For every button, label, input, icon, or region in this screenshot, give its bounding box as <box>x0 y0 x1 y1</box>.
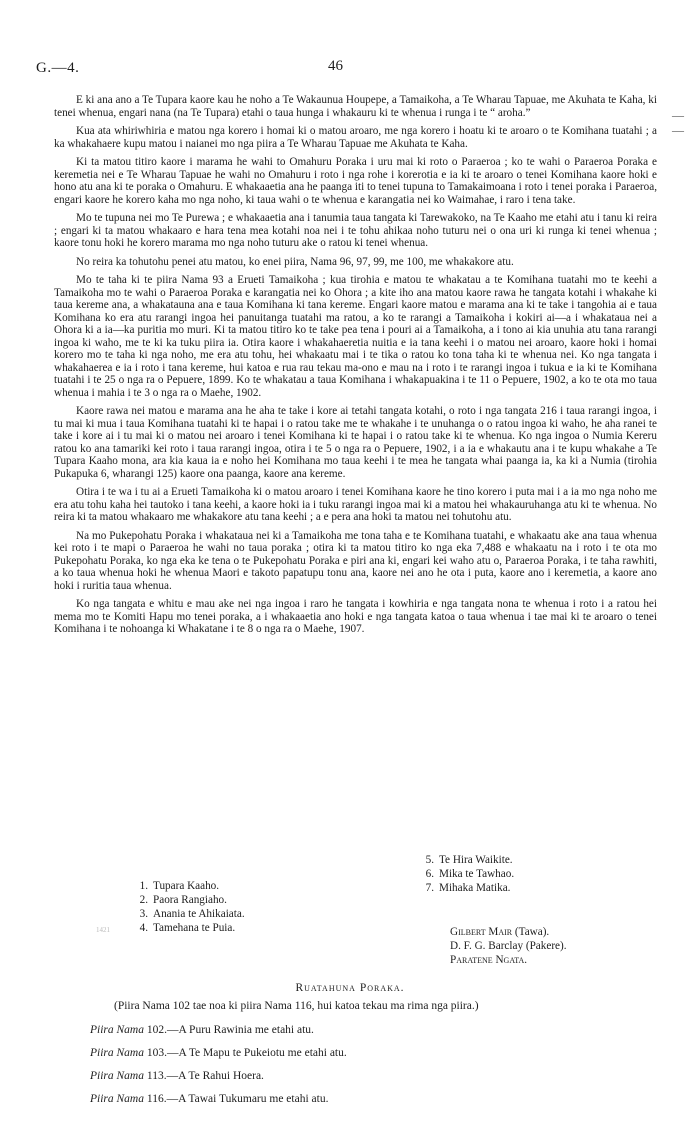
signatory-suffix: . <box>524 954 528 966</box>
signature-block <box>450 925 567 967</box>
paragraph: Mo te tupuna nei mo Te Purewa ; e whakaaetia ana i tanumia taua tangata ki Tarewakoko, na Te Kaaho me etahi atu i tanu ki reira ; engari ki ta matou whakaaro e hara tena mea kotahi noa nei i te tohu ahikaa noho tuturu nei o ona uri ki runga ki tenei whenua ; kaore tonu hoki he korero marama mo nga noho tuturu ake o ratou ki tenei whenua. <box>54 212 657 249</box>
committee-column-2 <box>420 853 514 895</box>
list-item <box>134 893 245 907</box>
section-subtitle: (Piira Nama 102 tae noa ki piira Nama 116, hui katoa tekau ma rima nga piira.) <box>114 1000 479 1012</box>
item-number: 1. <box>139 880 148 892</box>
list-item <box>420 853 514 867</box>
paragraph: No reira ka tohutohu penei atu matou, ko enei piira, Nama 96, 97, 99, me 100, me whakakore atu. <box>76 255 514 268</box>
appeal-text: 103.—A Te Mapu te Pukeiotu me etahi atu. <box>144 1047 347 1059</box>
appeal-text: 113.—A Te Rahui Hoera. <box>144 1070 264 1082</box>
signatory-name: Gilbert Mair <box>450 926 513 938</box>
signature-line <box>450 925 567 939</box>
appeal-label: Piira Nama <box>90 1070 144 1082</box>
paragraph: Na mo Pukepohatu Poraka i whakataua nei ki a Tamaikoha me tona taha e te Komihana tuatahi, e whakaatu ake ana taua whenua kei roto i te mapi o Paraeroa he wahi no taua poraka ; otira ki ta matou titiro ko nga eka 7,488 e whakaatu na i roto i te ota mo Pukepohatu Poraka, ko nga eka ke tena o te Pukepohatu Poraka e piri ana ki, engari kei waho atu o, Paraeroa Poraka, i te taha rawhiti, a ko taua whenua hoki he whenua Maori e takoto papatupu tonu ana, kaore nei ano he ota i puta, kaore ano i keremetia, a kaore ano hoki i ruritia taua whenua. <box>54 529 657 592</box>
member-name: Mihaka Matika. <box>439 882 511 894</box>
list-item <box>134 921 245 935</box>
list-item <box>420 881 514 895</box>
item-number: 5. <box>425 854 434 866</box>
section-title: Ruatahuna Poraka. <box>295 982 405 994</box>
appeal-label: Piira Nama <box>90 1024 144 1036</box>
appeal-label: Piira Nama <box>90 1093 144 1105</box>
paragraph: Ki ta matou titiro kaore i marama he wahi to Omahuru Poraka i uru mai ki roto o Paraeroa ; ko te wahi o Paraeroa Poraka e keremetia nei e Te Wharau Tapuae he wahi no Omahuru i roto i nga rohe i korerotia e ia ki te aroaro o tenei Komihana kaore hoki e hono atu ana ki te poraka o Omahuru. E whakaaetia ana he paanga iti to tenei tupuna to Tamakaimoana i roto i tenei poraka i Paraeroa, engari kaore he korero kaha mo nga noho, ki taua wahi o te whenua e karangatia nei ko Waimahae, i raro i tena take. <box>54 156 657 206</box>
item-number: 6. <box>425 868 434 880</box>
member-name: Mika te Tawhao. <box>439 868 515 880</box>
signatory-name: D. F. G. Barclay <box>450 940 524 952</box>
paragraph: Otira i te wa i tu ai a Erueti Tamaikoha ki o matou aroaro i tenei Komihana kaore he tino korero i puta mai i a ia mo nga noho me era atu tohu kaha hei tautoko i tana keehi, a kaore hoki ia i tuku rarangi ingoa mai ki a matou hei whakauruhanga atu ki te whenua. No reira ki ta matou whakaaro me whakakore atu tana keehi ; a e pera ana hoki ta matou nei tohutohu atu. <box>54 486 657 523</box>
committee-column-1 <box>134 879 245 935</box>
paragraph: Kua ata whiriwhiria e matou nga korero i homai ki o matou aroaro, me nga korero i hoatu ki te aroaro o te Komihana tuatahi ; a ka whakahaere kupu matou i naianei mo nga piira a Te Wharau Tapuae me Akuhata te Kaha. <box>54 125 657 150</box>
member-name: Paora Rangiaho. <box>153 894 227 906</box>
margin-mark: — — <box>672 108 690 137</box>
paragraph: Mo te taha ki te piira Nama 93 a Erueti Tamaikoha ; kua tirohia e matou te whakatau a te Komihana tuatahi mo te keehi a Tamaikoha mo te wahi o Paraeroa Poraka e karangatia nei ko Ohora ; a kite iho ana matou kaore rawa he tangata kotahi i whakahe ki taua kereme ana, a whakatauna ana e taua Komihana ki tana kereme. Engari kaore matou e marama ana ki te take i tangohia ai e taua Komihana ko era atu rarangi ingoa hei panuitanga tuatahi ma ratou, a ko te rarangi a Tamaikoha i kokiri ai—a i whakataua nei a Ohora ki a ia—ka puritia mo muri. Ki ta matou titiro ko te take pea tena i pouri ai a Tamaikoha, a i tono ai kia unuhia atu tana rarangi ingoa ki waho, me te ki ka tuku piira ia. Otira kaore i whakahaeretia nuitia e ia tana keehi i o matou nei aroaro, kaore hoki i homai korero mo te taha ki nga noho, me era atu tohu, hei whakaatu mai i te tika o ratou ko tona taha ki te whenua nei. Ko nga tangata i whakahaerea e ia i roto i tana kereme, hui katoa e rua rau tekau ma-ono e mau na i roto i te rarangi ingoa i tukua e ia ki te Komihana tuatahi i te 25 o nga ra o Pepuere, 1899. Ko te whakatau a taua Komihana i whakapuakina i te 11 o Pepuere, 1902, a ko te ota mo taua whenua i mahia i te 3 o nga ra o Maehe, 1902. <box>54 274 657 399</box>
appeal-text: 102.—A Puru Rawinia me etahi atu. <box>144 1024 314 1036</box>
list-item <box>134 907 245 921</box>
member-name: Tamehana te Puia. <box>153 922 236 934</box>
signature-line <box>450 953 567 967</box>
appeal-line <box>90 1024 314 1036</box>
item-number: 7. <box>425 882 434 894</box>
signatory-suffix: (Pakere). <box>523 940 567 952</box>
document-reference: G.—4. <box>36 60 80 76</box>
page-number: 46 <box>328 58 343 74</box>
member-name: Tupara Kaaho. <box>153 880 220 892</box>
appeal-label: Piira Nama <box>90 1047 144 1059</box>
appeal-line <box>90 1047 347 1059</box>
item-number: 3. <box>139 908 148 920</box>
item-number: 4. <box>139 922 148 934</box>
appeal-line <box>90 1070 264 1082</box>
paragraph: Kaore rawa nei matou e marama ana he aha te take i kore ai tetahi tangata kotahi, o roto i nga tangata 216 i taua rarangi ingoa, i tu mai ki mua i taua Komihana tuatahi ki te hapai i o ratou take me te whakahe i te unuhanga o o ratou ingoa ki waho, he aha ranei te take i kore ai i tu mai ki o matou nei aroaro i tenei Komihana ki te hapai i o ratou take ki te whenua. Ko nga ingoa o Numia Kereru ratou ko ana tamariki kei roto i taua rarangi ingoa, otira i te 5 o nga ra o Pepuere, 1902, i a ia e whakautu ana i te kupu whakahe a Te Tupara Kaaho mona, ara kia kaua ia e noho hei Komihana mo taua keehi i te mea he tangata whai paanga ia, ka ki a Numia (tirohia Pukapuka 6, wharangi 125) kaore ona paanga, kaore ana kereme. <box>54 405 657 480</box>
signatory-suffix: (Tawa). <box>512 926 550 938</box>
body-text <box>54 94 657 642</box>
faint-mark: 1421 <box>96 926 110 934</box>
signatory-name: Paratene Ngata <box>450 954 525 966</box>
appeal-text: 116.—A Tawai Tukumaru me etahi atu. <box>144 1093 329 1105</box>
list-item <box>420 867 514 881</box>
list-item <box>134 879 245 893</box>
signature-line <box>450 939 567 953</box>
paragraph: E ki ana ano a Te Tupara kaore kau he noho a Te Wakaunua Houpepe, a Tamaikoha, a Te Wharau Tapuae, me Akuhata te Kaha, ki tenei whenua, engari nana (na Te Tupara) etahi o taua hunga i whakauru ki te whenua i runga i te “ aroha.” <box>54 94 657 119</box>
appeal-line <box>90 1093 328 1105</box>
paragraph: Ko nga tangata e whitu e mau ake nei nga ingoa i raro he tangata i kowhiria e nga tangata nona te whenua i roto i a ratou hei mema mo te Komiti Hapu mo tenei poraka, a i whakaaetia ano hoki e nga tangata katoa o taua whenua i tae mai ki te aroaro o tenei Komihana i te nohoanga ki Whakatane i te 8 o nga ra o Maehe, 1907. <box>54 598 657 635</box>
item-number: 2. <box>139 894 148 906</box>
member-name: Anania te Ahikaiata. <box>153 908 245 920</box>
member-name: Te Hira Waikite. <box>439 854 513 866</box>
